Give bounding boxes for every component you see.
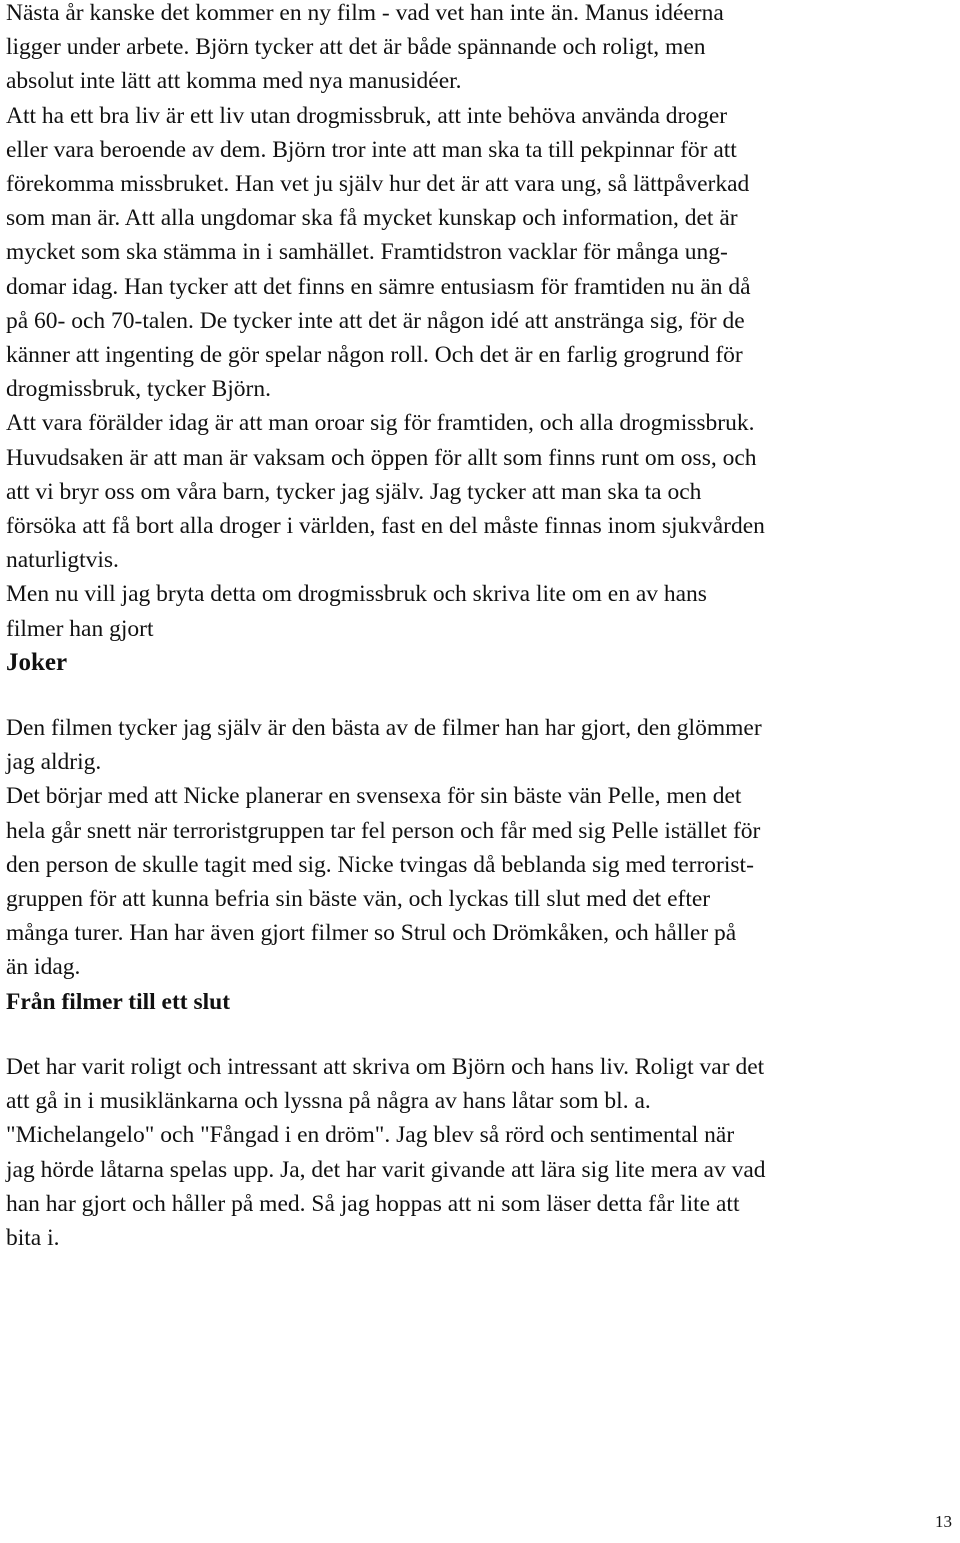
section-heading-joker: Joker	[6, 648, 68, 676]
page-content	[6, 0, 958, 1255]
paragraph-joker-plot: Det börjar med att Nicke planerar en svensexa för sin bäste vän Pelle, men det hela går snett när terroristgruppen tar fel person och får med sig Pelle istället för den person de skulle tagit med sig. Nicke tvingas då beblanda sig med terrorist- gruppen för att kunna befria sin bäste vän, och lyckas till slut med det efter många turer. Han har även gjort filmer so Strul och Drömkåken, och håller på än idag.	[6, 783, 761, 981]
section-heading-ending: Från filmer till ett slut	[6, 988, 231, 1015]
paragraph-next-film: Nästa år kanske det kommer en ny film - vad vet han inte än. Manus idéerna ligger under arbete. Björn tycker att det är både spännande och roligt, men absolut inte lätt att komma med nya manusidéer.	[6, 0, 724, 95]
paragraph-transition: Men nu vill jag bryta detta om drogmissbruk och skriva lite om en av hans filmer han gjort	[6, 581, 707, 642]
paragraph-parenting: Att vara förälder idag är att man oroar sig för framtiden, och alla drogmissbruk. Huvudsaken är att man är vaksam och öppen för allt som finns runt om oss, och att vi bryr oss om våra barn, tycker jag själv. Jag tycker att man ska ta och försöka att få bort alla droger i världen, fast en del måste finnas inom sjukvården naturligtvis.	[6, 410, 765, 574]
paragraph-conclusion: Det har varit roligt och intressant att skriva om Björn och hans liv. Roligt var det att gå in i musiklänkarna och lyssna på några av hans låtar som bl. a. "Michelangelo" och "Fångad i en dröm". Jag blev så rörd och sentimental när jag hörde låtarna spelas upp. Ja, det har varit givande att lära sig lite mera av vad han har gjort och håller på med. Så jag hoppas att ni som läser detta får lite att bita i.	[6, 1053, 766, 1251]
paragraph-good-life: Att ha ett bra liv är ett liv utan drogmissbruk, att inte behöva använda droger eller vara beroende av dem. Björn tror inte att man ska ta till pekpinnar för att förekomma missbruket. Han vet ju själv hur det är att vara ung, så lättpåverkad som man är. Att alla ungdomar ska få mycket kunskap och information, det är mycket som ska stämma in i samhället. Framtidstron vacklar för många ung- domar idag. Han tycker att det finns en sämre entusiasm för framtiden nu än då på 60- och 70-talen. De tycker inte att det är någon idé att anstränga sig, för de känner att ingenting de gör spelar någon roll. Och det är en farlig grogrund för drogmissbruk, tycker Björn.	[6, 102, 751, 403]
page-number: 13	[935, 1512, 952, 1531]
paragraph-joker-opinion: Den filmen tycker jag själv är den bästa av de filmer han har gjort, den glömmer jag aldrig.	[6, 715, 762, 776]
